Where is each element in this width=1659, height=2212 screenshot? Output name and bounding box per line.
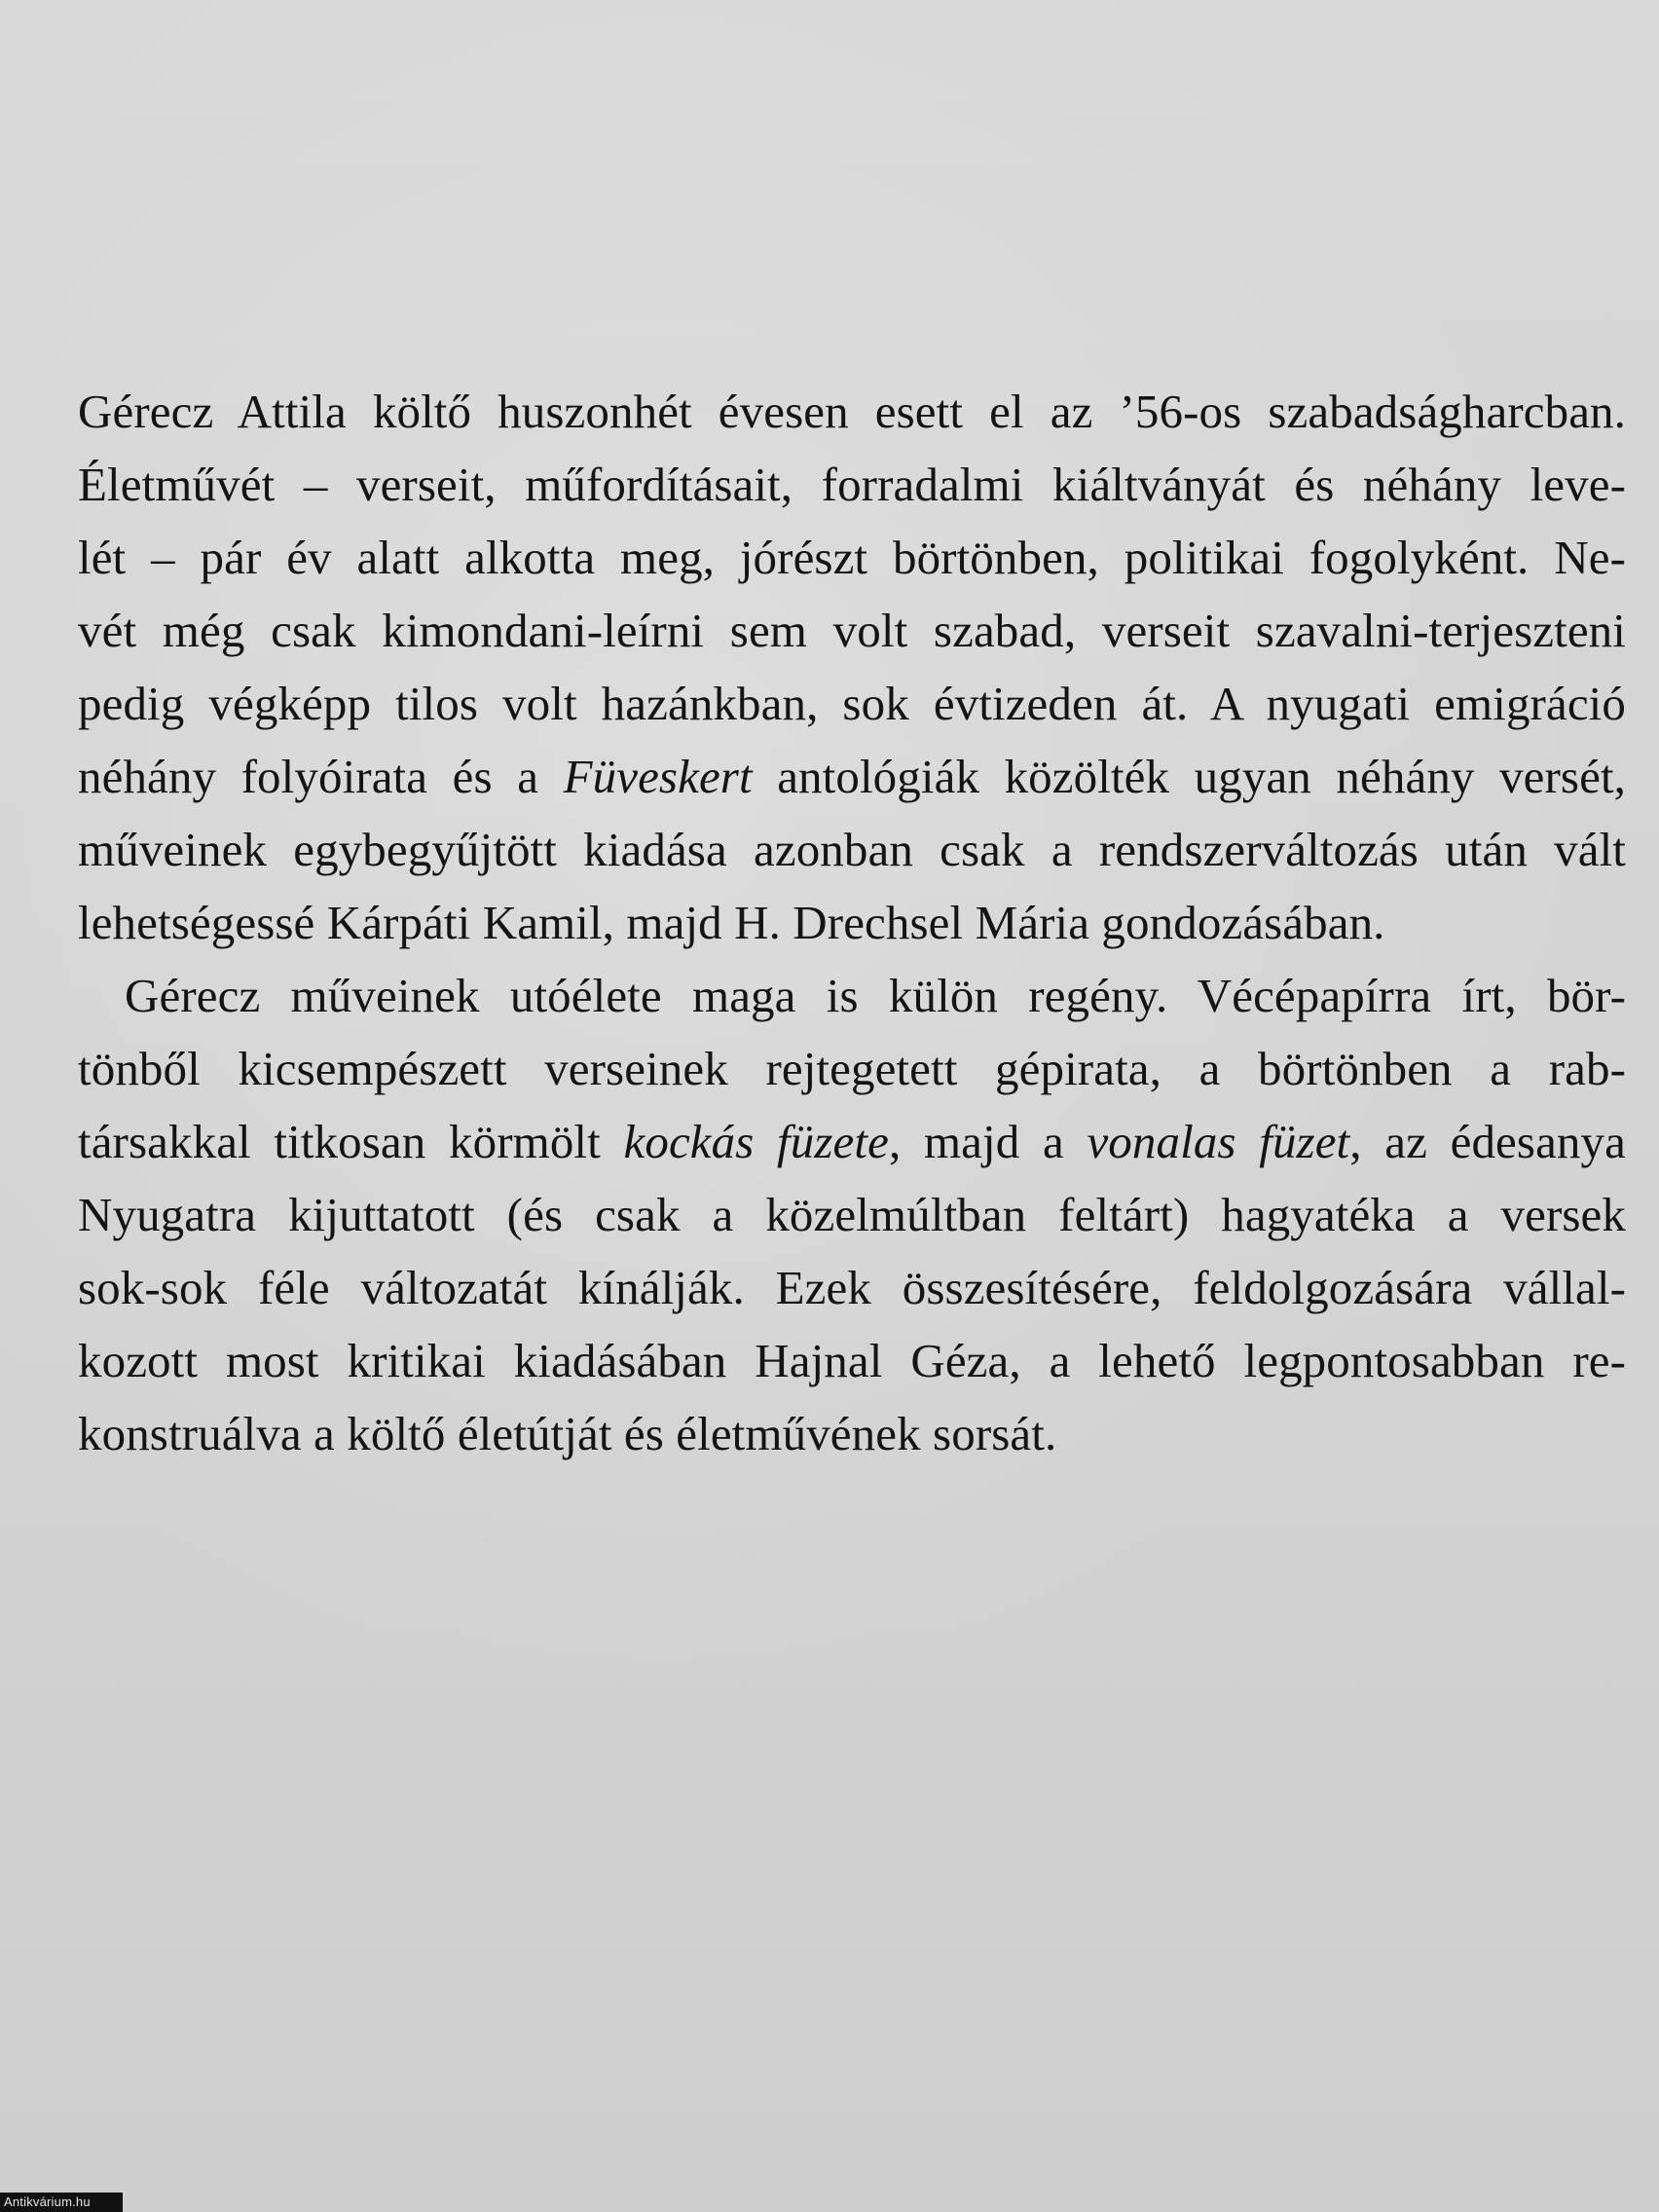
text-line: lehetségessé Kárpáti Kamil, majd H. Drechsel Mária gondozásában.: [78, 896, 1385, 949]
italic-title: kockás füzete: [623, 1115, 889, 1168]
text-line: tönből kicsempészett verseinek rejtegetett gépirata, a börtönben a rab-: [78, 1042, 1626, 1095]
text-line: Nyugatra kijuttatott (és csak a közelmúltban feltárt) hagyatéka a versek: [78, 1188, 1626, 1241]
text-line: műveinek egybegyűjtött kiadása azonban csak a rendszerváltozás után vált: [78, 823, 1626, 876]
text-fragment: néhány folyóirata és a: [78, 750, 564, 803]
paragraph-1: [78, 375, 1626, 959]
text-line: lét – pár év alatt alkotta meg, jórészt börtönben, politikai fogolyként. Ne-: [78, 531, 1626, 584]
text-line: [78, 1105, 1626, 1178]
text-fragment: , majd a: [888, 1115, 1088, 1168]
text-line: Gérecz műveinek utóélete maga is külön regény. Vécépapírra írt, bör-: [125, 969, 1626, 1022]
text-line: Életművét – verseit, műfordításait, forradalmi kiáltványát és néhány leve-: [78, 458, 1626, 511]
italic-title: vonalas füzet: [1087, 1115, 1350, 1168]
text-fragment: antológiák közölték ugyan néhány versét,: [752, 750, 1627, 803]
text-line: sok-sok féle változatát kínálják. Ezek összesítésére, feldolgozására vállal-: [78, 1261, 1626, 1314]
body-text: [78, 375, 1626, 1470]
paragraph-2: [78, 959, 1626, 1470]
text-fragment: , az édesanya: [1349, 1115, 1626, 1168]
text-line: Gérecz Attila költő huszonhét évesen esett el az ’56-os szabadságharcban.: [78, 385, 1626, 438]
text-fragment: társakkal titkosan körmölt: [78, 1115, 624, 1168]
italic-title: Füveskert: [563, 750, 753, 803]
text-line: [78, 740, 1626, 813]
watermark-badge: Antikvárium.hu: [0, 2193, 123, 2212]
text-line: kozott most kritikai kiadásában Hajnal Géza, a lehető legpontosabban re-: [78, 1334, 1626, 1387]
text-line: pedig végképp tilos volt hazánkban, sok évtizeden át. A nyugati emigráció: [78, 677, 1626, 730]
text-line: vét még csak kimondani-leírni sem volt szabad, verseit szavalni-terjeszteni: [78, 604, 1626, 657]
text-line: konstruálva a költő életútját és életművének sorsát.: [78, 1407, 1057, 1460]
